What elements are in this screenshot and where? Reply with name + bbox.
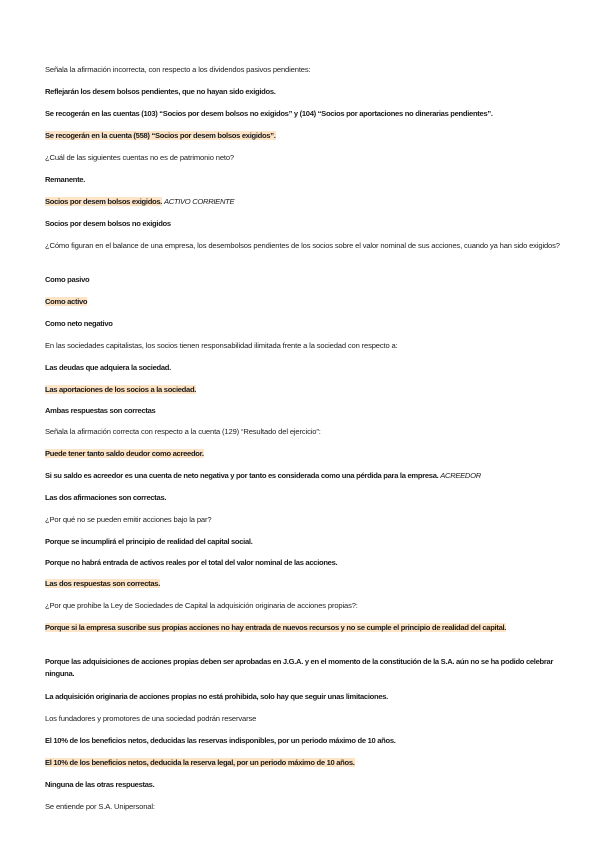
answer-option-correct: Como activo — [45, 297, 88, 306]
answer-option: Las deudas que adquiera la sociedad. — [45, 363, 171, 372]
answer-option: Porque no habrá entrada de activos reales por el total del valor nominal de las acciones. — [45, 558, 338, 567]
answer-option-correct: Porque si la empresa suscribe sus propias acciones no hay entrada de nuevos recursos y no se cumple el principio de realidad del capital. — [45, 623, 507, 632]
answer-option: El 10% de los beneficios netos, deducidas las reservas indisponibles, por un periodo máximo de 10 años. — [45, 736, 396, 745]
question-text: Se entiende por S.A. Unipersonal: — [45, 802, 155, 811]
answer-option-correct: Las dos respuestas son correctas. — [45, 579, 161, 588]
answer-option: Si su saldo es acreedor es una cuenta de neto negativa y por tanto es considerada como una pérdida para la empresa. ACREEDOR — [45, 471, 481, 480]
answer-option: Reflejarán los desem bolsos pendientes, que no hayan sido exigidos. — [45, 87, 276, 96]
question-text: En las sociedades capitalistas, los socios tienen responsabilidad ilimitada frente a la sociedad con respecto a: — [45, 341, 398, 350]
question-text: ¿Por que prohibe la Ley de Sociedades de Capital la adquisición originaria de acciones propias?: — [45, 601, 358, 610]
answer-option-correct: Se recogerán en la cuenta (558) “Socios por desem bolsos exigidos”. — [45, 131, 276, 140]
answer-option: Como pasivo — [45, 275, 90, 284]
answer-option-correct: Puede tener tanto saldo deudor como acreedor. — [45, 449, 204, 458]
answer-option: Remanente. — [45, 175, 86, 184]
question-text: ¿Por qué no se pueden emitir acciones bajo la par? — [45, 515, 212, 524]
answer-option: Ambas respuestas son correctas — [45, 406, 156, 415]
answer-option: Socios por desem bolsos no exigidos — [45, 219, 171, 228]
question-text: Señala la afirmación correcta con respecto a la cuenta (129) “Resultado del ejercicio”: — [45, 427, 321, 436]
answer-option: Ninguna de las otras respuestas. — [45, 780, 155, 789]
answer-option-correct: Las aportaciones de los socios a la sociedad. — [45, 385, 197, 394]
answer-option-correct: Socios por desem bolsos exigidos. ACTIVO CORRIENTE — [45, 197, 235, 206]
answer-option: Porque las adquisiciones de acciones propias deben ser aprobadas en J.G.A. y en el momento de la constitución de la S.A. aún no se ha podido celebrar ninguna. — [45, 657, 554, 678]
answer-note: ACTIVO CORRIENTE — [163, 197, 235, 206]
answer-option: La adquisición originaria de acciones propias no está prohibida, solo hay que seguir unas limitaciones. — [45, 692, 388, 701]
answer-note: ACREEDOR — [440, 471, 481, 480]
question-text: Señala la afirmación incorrecta, con respecto a los dividendos pasivos pendientes: — [45, 65, 311, 74]
question-text: ¿Cuál de las siguientes cuentas no es de patrimonio neto? — [45, 153, 235, 162]
answer-option: Las dos afirmaciones son correctas. — [45, 493, 167, 502]
answer-option: Como neto negativo — [45, 319, 113, 328]
answer-option: Porque se incumplirá el principio de realidad del capital social. — [45, 537, 253, 546]
answer-option-correct: El 10% de los beneficios netos, deducida la reserva legal, por un periodo máximo de 10 años. — [45, 758, 355, 767]
question-text: ¿Cómo figuran en el balance de una empresa, los desembolsos pendientes de los socios sobre el valor nominal de sus acciones, cuando ya han sido exigidos? — [45, 241, 560, 250]
question-text: Los fundadores y promotores de una sociedad podrán reservarse — [45, 714, 257, 723]
answer-option: Se recogerán en las cuentas (103) “Socios por desem bolsos no exigidos” y (104) “Socios por aportaciones no dinerarias pendientes”. — [45, 109, 493, 118]
